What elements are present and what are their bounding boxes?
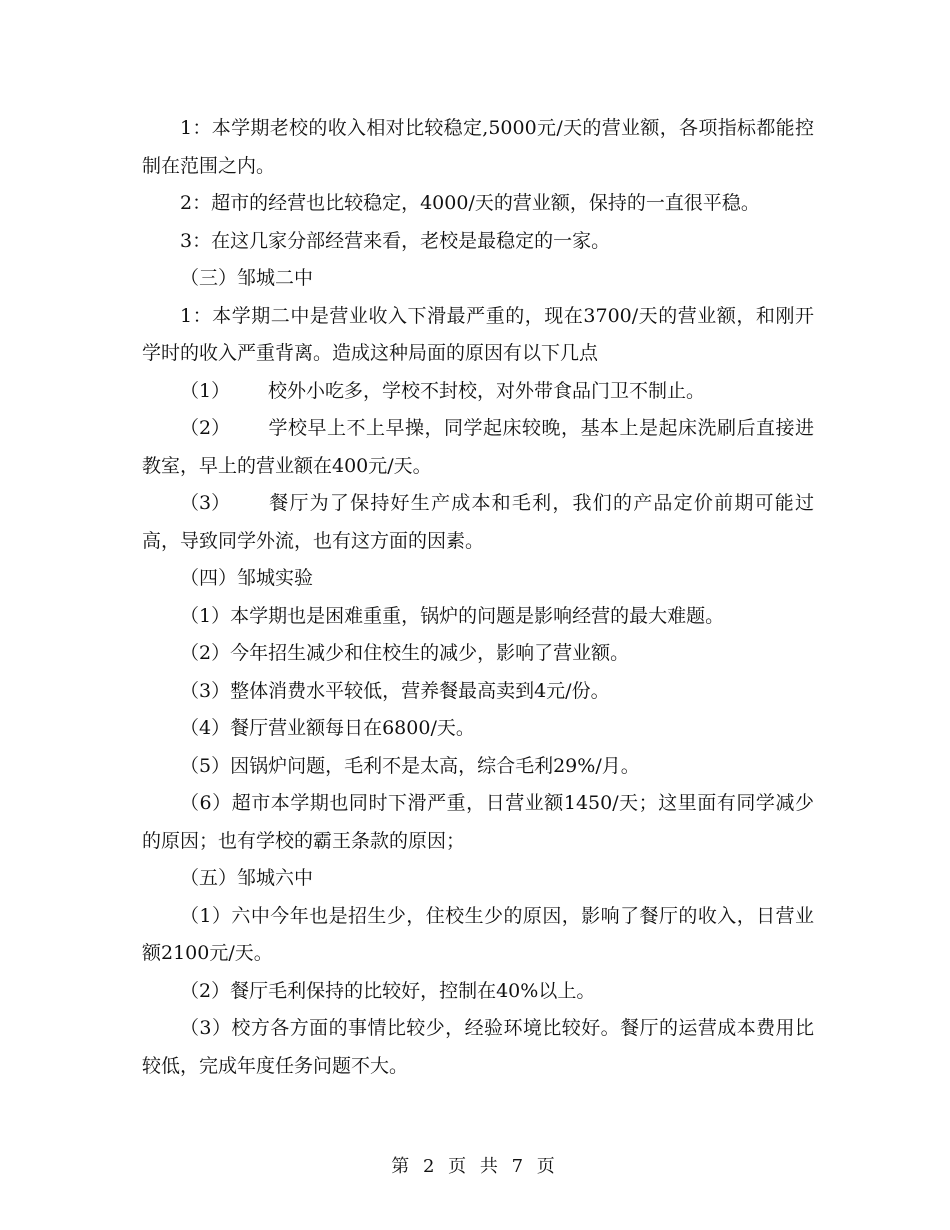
paragraph: （2）今年招生减少和住校生的减少，影响了营业额。 <box>180 642 630 664</box>
list-item <box>142 485 814 560</box>
list-item-text: 校外小吃多，学校不封校，对外带食品门卫不制止。 <box>268 379 706 402</box>
list-item-text: 餐厅为了保持好生产成本和毛利，我们的产品定价前期可能过高，导致同学外流，也有这方面的因素。 <box>142 492 814 552</box>
document-body <box>142 110 814 1085</box>
list-item-number: （3） <box>180 492 231 514</box>
section-heading: （五）邹城六中 <box>180 867 314 889</box>
paragraph: （3）校方各方面的事情比较少，经验环境比较好。餐厅的运营成本费用比较低，完成年度任务问题不大。 <box>142 1017 814 1077</box>
paragraph: （2）餐厅毛利保持的比较好，控制在40%以上。 <box>180 979 596 1002</box>
paragraph: （5）因锅炉问题，毛利不是太高，综合毛利29%/月。 <box>180 754 640 777</box>
list-item-number: （2） <box>180 417 231 439</box>
paragraph: （1）本学期也是困难重重，锅炉的问题是影响经营的最大难题。 <box>180 604 725 627</box>
paragraph: （1）六中今年也是招生少，住校生少的原因，影响了餐厅的收入，日营业额2100元/天。 <box>142 904 814 964</box>
section-heading: （四）邹城实验 <box>180 567 314 589</box>
list-item-number: （1） <box>180 379 231 402</box>
section-heading: （三）邹城二中 <box>180 267 314 289</box>
list-item <box>142 373 814 411</box>
paragraph: （4）餐厅营业额每日在6800/天。 <box>180 717 475 739</box>
list-item <box>142 410 814 485</box>
page-number-footer: 第 2 页 共 7 页 <box>391 1156 559 1177</box>
list-item-text: 学校早上不上早操，同学起床较晚，基本上是起床洗刷后直接进教室，早上的营业额在400元/天。 <box>142 417 814 477</box>
paragraph: 1：本学期老校的收入相对比较稳定,5000元/天的营业额，各项指标都能控制在范围之内。 <box>142 117 814 177</box>
paragraph: （3）整体消费水平较低，营养餐最高卖到4元/份。 <box>180 679 610 702</box>
paragraph: 3：在这几家分部经营来看，老校是最稳定的一家。 <box>180 229 611 252</box>
paragraph: 1：本学期二中是营业收入下滑最严重的，现在3700/天的营业额，和刚开学时的收入严重背离。造成这种局面的原因有以下几点 <box>142 304 814 364</box>
paragraph: （6）超市本学期也同时下滑严重，日营业额1450/天；这里面有同学减少的原因；也有学校的霸王条款的原因； <box>142 792 814 852</box>
paragraph: 2：超市的经营也比较稳定，4000/天的营业额，保持的一直很平稳。 <box>180 192 760 214</box>
